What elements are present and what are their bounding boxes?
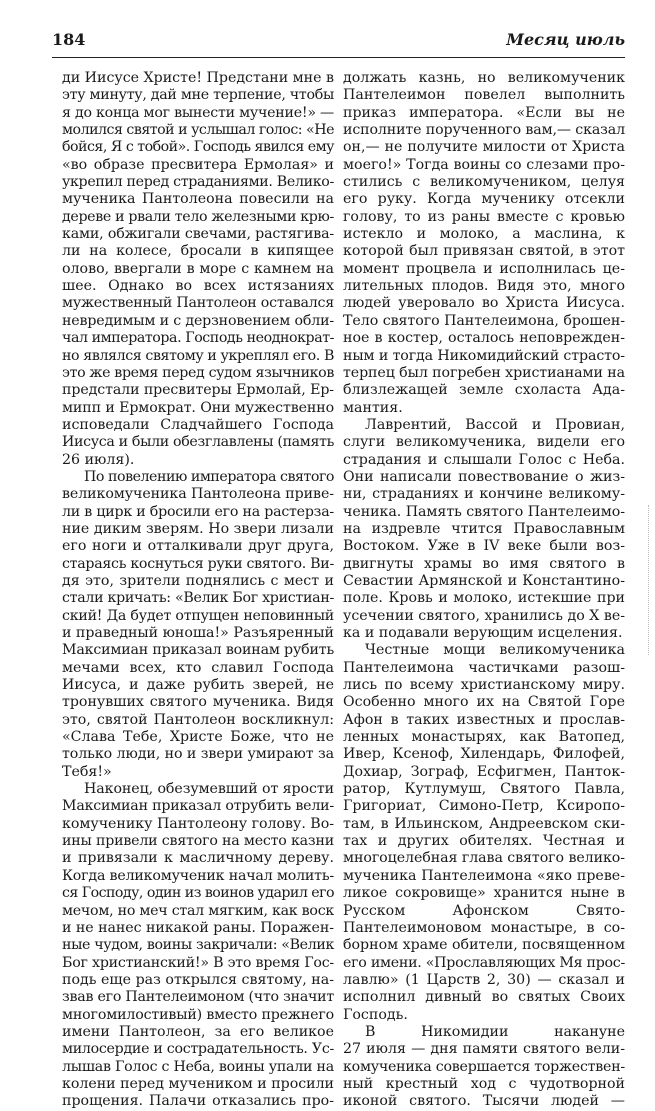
text-line: ли на колесе, бросали в кипящее	[62, 243, 334, 260]
text-line: колени перед мучеником и просили	[62, 1075, 334, 1092]
text-line: В Никомидии накануне	[365, 1023, 625, 1040]
text-line: ками, обжигали свечами, растягива-	[62, 226, 335, 243]
text-line: близлежащей земле схоласта Ада-	[343, 382, 625, 399]
text-line: укрепил перед страданиями. Велико-	[62, 174, 334, 191]
text-line: «во образе пресвитера Ермолая» и	[62, 156, 334, 173]
text-line: Григориат, Симоно-Петр, Ксиропо-	[343, 798, 625, 815]
running-header	[52, 30, 625, 50]
header-rule	[52, 57, 625, 58]
text-line: тронувших святого мученика. Видя	[62, 694, 334, 711]
text-line: Афон в таких известных и прослав-	[343, 711, 625, 728]
text-line: стараясь коснуться руки святого. Ви-	[62, 555, 334, 572]
text-line: милосердие и сострадательность. Ус-	[62, 1041, 334, 1058]
right-column	[343, 70, 625, 1111]
text-line: имени Пантолеон, за его великое	[62, 1023, 334, 1040]
text-line: ка и подавали верующим исцеления.	[343, 625, 623, 641]
text-line: шее. Однако во всех истязаниях	[62, 278, 334, 295]
text-line: усечении святого, хранились до X ве-	[343, 607, 625, 624]
text-line: это, святой Пантолеон воскликнул:	[62, 711, 334, 728]
text-line: предстали пресвитеры Ермолай, Ер-	[62, 382, 334, 399]
text-line: мечами всех, кто славил Господа	[62, 659, 334, 676]
text-line: лышав Голос с Неба, воины упали на	[62, 1058, 334, 1075]
text-line: звав его Пантелеимоном (что значит	[62, 989, 334, 1006]
text-line: молился святой и услышал голос: «Не	[62, 122, 334, 139]
text-line: Честные мощи великомученика	[365, 642, 625, 659]
text-line: поле. Кровь и молоко, истекшие при	[343, 590, 625, 607]
text-line: и привязали к масличному дереву.	[62, 850, 334, 867]
text-line: и не нанес никакой раны. Поражен-	[62, 919, 334, 936]
text-line: ликое сокровище» хранится ныне в	[343, 885, 625, 902]
text-line: ди Иисусе Христе! Предстани мне в	[62, 70, 334, 86]
text-line: тах и других обителях. Честная и	[343, 833, 625, 850]
text-line: Севастии Армянской и Константино-	[343, 572, 625, 589]
text-line: великомученика Пантолеона приве-	[62, 486, 334, 503]
text-line: мантия.	[343, 399, 403, 416]
text-line: «Слава Тебе, Христе Боже, что не	[62, 729, 334, 746]
text-line: и праведный юноша!» Разъяренный	[62, 625, 334, 641]
text-line: его имени. «Прославляющих Мя прос-	[343, 954, 625, 971]
text-line: лительных плодов. Видя это, много	[343, 278, 625, 295]
text-line: двигнуты храмы во имя святого в	[343, 555, 625, 572]
text-line: моего!» Тогда воины со слезами про-	[343, 156, 625, 173]
text-line: эту минуту, дай мне терпение, чтобы	[62, 87, 334, 104]
text-line: ным и тогда Никомидийский страсто-	[343, 347, 625, 364]
text-line: Тело святого Пантелеимона, брошен-	[343, 312, 625, 329]
text-line: Иисуса и были обезглавлены (память	[62, 434, 334, 451]
text-line: ный крестный ход с чудотворной	[343, 1075, 625, 1092]
text-line: ние диким зверям. Но звери лизали	[62, 520, 334, 537]
text-line: Пантелеимона частичками разош-	[343, 659, 625, 676]
text-line: подь еще раз открылся святому, на-	[62, 971, 334, 988]
text-line: Дохиар, Зограф, Есфигмен, Панток-	[343, 763, 625, 780]
text-line: ченика. Память святого Пантелеимо-	[343, 503, 625, 520]
text-line: терпец был погребен христианами на	[343, 364, 625, 381]
text-line: По повелению императора святого	[84, 468, 334, 485]
text-line: там, в Ильинском, Андреевском ски-	[343, 815, 625, 832]
text-line: его ноги и отталкивали друг друга,	[62, 538, 334, 555]
text-line: Максимиан приказал воинам рубить	[62, 642, 334, 659]
text-line: иконой святого. Тысячи людей —	[343, 1093, 625, 1110]
text-line: дя это, зрители поднялись с мест и	[62, 572, 334, 589]
text-line: ни, страданиях и кончине великому-	[343, 486, 625, 503]
text-line: Пантелеимоновом монастыре, в со-	[343, 919, 625, 936]
text-line: приказ императора. «Если вы не	[343, 104, 625, 121]
text-line: лавлю» (1 Царств 2, 30) — сказал и	[343, 971, 625, 988]
text-line: комученику Пантолеону голову. Во-	[62, 815, 334, 832]
text-line: Востоком. Уже в IV веке были воз-	[343, 538, 625, 555]
text-line: ленных монастырях, как Ватопед,	[343, 729, 625, 746]
text-line: Когда великомученик начал молить-	[62, 867, 334, 884]
text-line: Лаврентий, Вассой и Провиан,	[365, 416, 625, 433]
text-line: ные чудом, воины закричали: «Велик	[62, 937, 334, 954]
text-line: я до конца мог вынести мучение!» —	[62, 104, 334, 121]
running-title: Месяц июль	[506, 30, 625, 49]
scan-edge-mark	[648, 505, 649, 655]
text-line: это же время перед судом язычников	[62, 364, 334, 381]
text-line: прощения. Палачи отказались про-	[62, 1093, 334, 1110]
text-line: но являлся святому и укреплял его. В	[62, 347, 334, 364]
text-line: Иисуса, и даже рубить зверей, не	[62, 677, 334, 694]
text-line: мипп и Ермократ. Они мужественно	[62, 399, 334, 416]
text-line: он,— не получите милости от Христа	[343, 139, 625, 156]
text-line: ли в цирк и бросили его на растерза-	[62, 503, 334, 520]
text-line: Они написали повествование о жиз-	[343, 468, 625, 485]
text-line: истекло и молоко, а маслина, к	[343, 226, 625, 243]
text-line: голову, то из раны вместе с кровью	[343, 208, 625, 225]
text-line: ся Господу, один из воинов ударил его	[62, 885, 334, 902]
text-line: исполнил дивный во святых Своих	[343, 989, 625, 1006]
text-line: 27 июля — дня памяти святого вели-	[343, 1041, 625, 1058]
text-line: слуги великомученика, видели его	[343, 434, 625, 451]
text-line: мечом, но меч стал мягким, как воск	[62, 902, 334, 919]
text-line: исполните порученного вам,— сказал	[343, 122, 625, 139]
text-line: комученика совершается торжествен-	[343, 1058, 625, 1075]
text-line: олово, ввергали в море с камнем на	[62, 260, 334, 277]
text-line: только люди, но и звери умирают за	[62, 746, 334, 763]
text-line: Особенно много их на Святой Горе	[343, 694, 625, 711]
text-line: стились с великомучеником, целуя	[343, 174, 625, 191]
text-line: бойся, Я с тобой». Господь явился ему	[62, 139, 334, 156]
text-line: Пантелеимон повелел выполнить	[343, 87, 625, 104]
text-line: невредимым и с дерзновением обли-	[62, 312, 334, 329]
text-line: людей уверовало во Христа Иисуса.	[343, 295, 625, 312]
left-column	[62, 70, 334, 1111]
text-line: мученика Пантолеона повесили на	[62, 191, 334, 208]
text-line: исповедали Сладчайшего Господа	[62, 416, 334, 433]
text-line: 26 июля).	[62, 451, 135, 468]
text-line: дереве и рвали тело железными крю-	[62, 208, 334, 225]
text-line: Максимиан приказал отрубить вели-	[62, 798, 334, 815]
text-line: Тебя!»	[62, 763, 112, 780]
text-line: которой был привязан святой, в этот	[343, 243, 625, 260]
text-line: многоцелебная глава святого велико-	[343, 850, 625, 867]
text-line: ский! Да будет отпущен неповинный	[62, 607, 334, 624]
text-line: момент процвела и исполнилась це-	[343, 260, 625, 277]
text-line: чал императора. Господь неоднократ-	[62, 330, 334, 347]
text-line: страдания и слышали Голос с Неба.	[343, 451, 625, 468]
page-number: 184	[52, 30, 86, 49]
text-line: ины привели святого на место казни	[62, 833, 334, 850]
text-line: стали кричать: «Велик Бог христиан-	[62, 590, 334, 607]
text-line: ратор, Кутлумуш, Святого Павла,	[343, 781, 625, 798]
text-line: должать казнь, но великомученик	[343, 70, 625, 86]
text-line: Ивер, Ксеноф, Хилендарь, Филофей,	[343, 746, 625, 763]
text-line: ное в костер, осталось неповрежден-	[343, 330, 625, 347]
text-line: Господь.	[343, 1006, 408, 1023]
text-line: многомилостивый) вместо прежнего	[62, 1006, 334, 1023]
text-line: Русском Афонском Свято-	[343, 902, 625, 919]
text-line: мученика Пантелеимона «яко преве-	[343, 867, 625, 884]
text-line: Бог христианский!» В это время Гос-	[62, 954, 334, 971]
text-line: Наконец, обезумевший от ярости	[84, 781, 334, 798]
text-line: лись по всему христианскому миру.	[343, 677, 625, 694]
text-line: на издревле чтится Православным	[343, 520, 625, 537]
text-line: мужественный Пантолеон оставался	[62, 295, 334, 312]
text-line: его руку. Когда мученику отсекли	[343, 191, 625, 208]
text-line: борном храме обители, посвященном	[343, 937, 625, 954]
